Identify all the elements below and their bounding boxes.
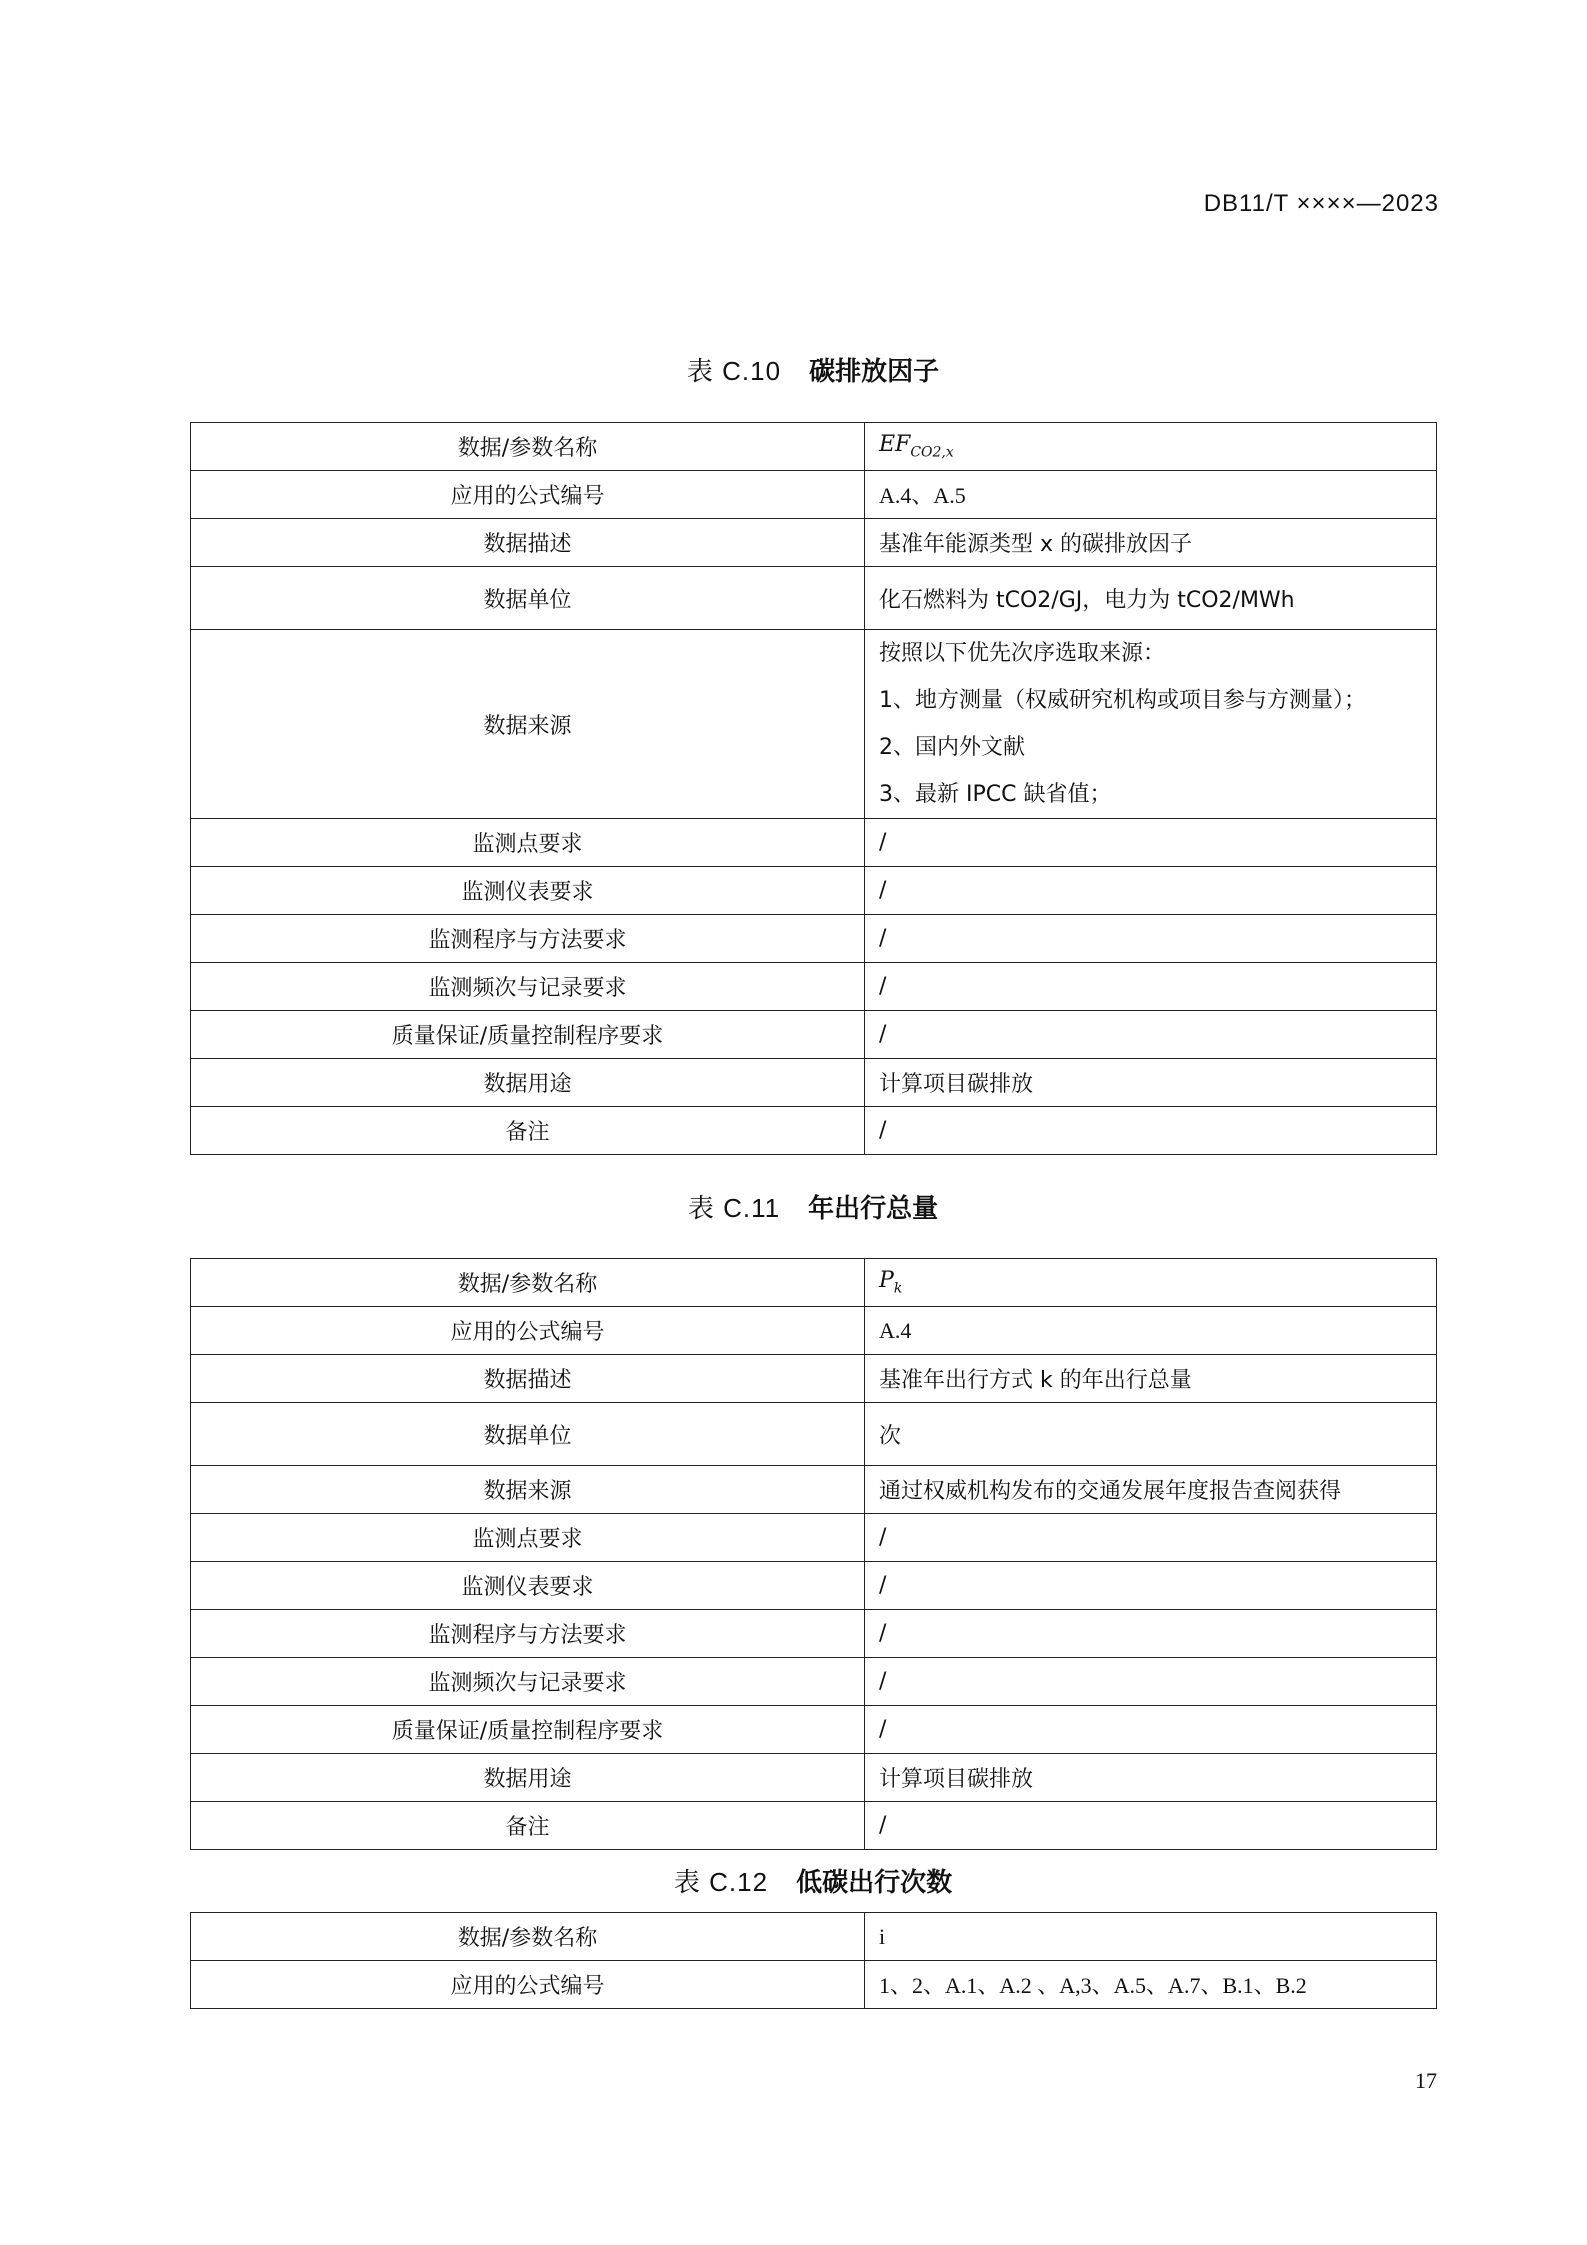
row-value: 计算项目碳排放 [865, 1059, 1437, 1107]
table-row [191, 423, 1437, 471]
row-label: 质量保证/质量控制程序要求 [191, 1706, 865, 1754]
source-line: 1、地方测量（权威研究机构或项目参与方测量）； [879, 688, 1366, 713]
row-value: A.4 [865, 1307, 1437, 1355]
row-label: 监测仪表要求 [191, 1562, 865, 1610]
table-row [191, 1562, 1437, 1610]
table-row [191, 915, 1437, 963]
row-value: / [865, 1610, 1437, 1658]
table-row [191, 1466, 1437, 1514]
row-label: 应用的公式编号 [191, 471, 865, 519]
row-label: 监测程序与方法要求 [191, 1610, 865, 1658]
row-value [865, 1259, 1437, 1307]
row-value: i [865, 1913, 1437, 1961]
table-title: 低碳出行次数 [796, 1868, 953, 1898]
table-row [191, 1754, 1437, 1802]
table-row [191, 1913, 1437, 1961]
row-value: / [865, 963, 1437, 1011]
row-value: A.4、A.5 [865, 471, 1437, 519]
row-label: 监测仪表要求 [191, 867, 865, 915]
row-label: 备注 [191, 1802, 865, 1850]
row-value: / [865, 1562, 1437, 1610]
parameter-table [190, 1912, 1437, 2009]
table-row [191, 1107, 1437, 1155]
table-title: 碳排放因子 [809, 357, 940, 387]
table-row [191, 471, 1437, 519]
table-row [191, 1059, 1437, 1107]
table-row [191, 567, 1437, 630]
row-value: / [865, 867, 1437, 915]
row-value: / [865, 1514, 1437, 1562]
row-value: 1、2、A.1、A.2 、A,3、A.5、A.7、B.1、B.2 [865, 1961, 1437, 2009]
row-label: 数据单位 [191, 1403, 865, 1466]
symbol-main: EF [879, 432, 911, 458]
table-number: 表 C.12 [673, 1867, 769, 1897]
table-caption [190, 351, 1436, 388]
table-row [191, 1658, 1437, 1706]
table-title: 年出行总量 [808, 1194, 939, 1224]
row-label: 数据/参数名称 [191, 1259, 865, 1307]
row-value: 通过权威机构发布的交通发展年度报告查阅获得 [865, 1466, 1437, 1514]
table-row [191, 630, 1437, 819]
row-label: 数据用途 [191, 1754, 865, 1802]
row-value: 基准年出行方式 k 的年出行总量 [865, 1355, 1437, 1403]
row-label: 备注 [191, 1107, 865, 1155]
row-label: 数据描述 [191, 1355, 865, 1403]
table-row [191, 1011, 1437, 1059]
row-label: 监测点要求 [191, 1514, 865, 1562]
row-label: 数据/参数名称 [191, 1913, 865, 1961]
row-label: 应用的公式编号 [191, 1307, 865, 1355]
symbol-main: P [879, 1268, 894, 1294]
row-value: 化石燃料为 tCO2/GJ，电力为 tCO2/MWh [865, 567, 1437, 630]
row-label: 数据描述 [191, 519, 865, 567]
table-row [191, 519, 1437, 567]
row-label: 监测程序与方法要求 [191, 915, 865, 963]
table-row [191, 1259, 1437, 1307]
row-label: 数据单位 [191, 567, 865, 630]
row-label: 监测频次与记录要求 [191, 1658, 865, 1706]
table-number: 表 C.10 [686, 356, 782, 386]
row-value: / [865, 915, 1437, 963]
row-value: / [865, 819, 1437, 867]
symbol-subscript: k [893, 1280, 903, 1297]
table-row [191, 819, 1437, 867]
table-row [191, 1802, 1437, 1850]
parameter-table [190, 422, 1437, 1155]
table-row [191, 1610, 1437, 1658]
row-value [865, 630, 1437, 819]
row-value: 计算项目碳排放 [865, 1754, 1437, 1802]
row-label: 监测频次与记录要求 [191, 963, 865, 1011]
row-value: / [865, 1802, 1437, 1850]
symbol-subscript: CO2,x [910, 444, 954, 461]
parameter-table [190, 1258, 1437, 1850]
row-label: 数据/参数名称 [191, 423, 865, 471]
table-row [191, 1307, 1437, 1355]
row-value: / [865, 1011, 1437, 1059]
table-row [191, 1706, 1437, 1754]
table-number: 表 C.11 [687, 1193, 781, 1223]
row-label: 监测点要求 [191, 819, 865, 867]
row-label: 数据来源 [191, 1466, 865, 1514]
row-value: 次 [865, 1403, 1437, 1466]
table-row [191, 1961, 1437, 2009]
table-row [191, 1514, 1437, 1562]
document-code-header: DB11/T ××××—2023 [1203, 190, 1439, 217]
row-value: / [865, 1706, 1437, 1754]
row-value: / [865, 1658, 1437, 1706]
row-value: 基准年能源类型 x 的碳排放因子 [865, 519, 1437, 567]
row-label: 数据用途 [191, 1059, 865, 1107]
page-number: 17 [1415, 2068, 1437, 2093]
table-row [191, 867, 1437, 915]
row-value [865, 423, 1437, 471]
row-label: 应用的公式编号 [191, 1961, 865, 2009]
source-line: 2、国内外文献 [879, 735, 1025, 760]
source-line: 按照以下优先次序选取来源： [879, 641, 1166, 666]
table-caption [190, 1862, 1436, 1899]
table-row [191, 1403, 1437, 1466]
table-row [191, 1355, 1437, 1403]
source-line: 3、最新 IPCC 缺省值； [879, 782, 1112, 807]
row-label: 数据来源 [191, 630, 865, 819]
table-caption [190, 1188, 1436, 1225]
table-row [191, 963, 1437, 1011]
row-label: 质量保证/质量控制程序要求 [191, 1011, 865, 1059]
row-value: / [865, 1107, 1437, 1155]
